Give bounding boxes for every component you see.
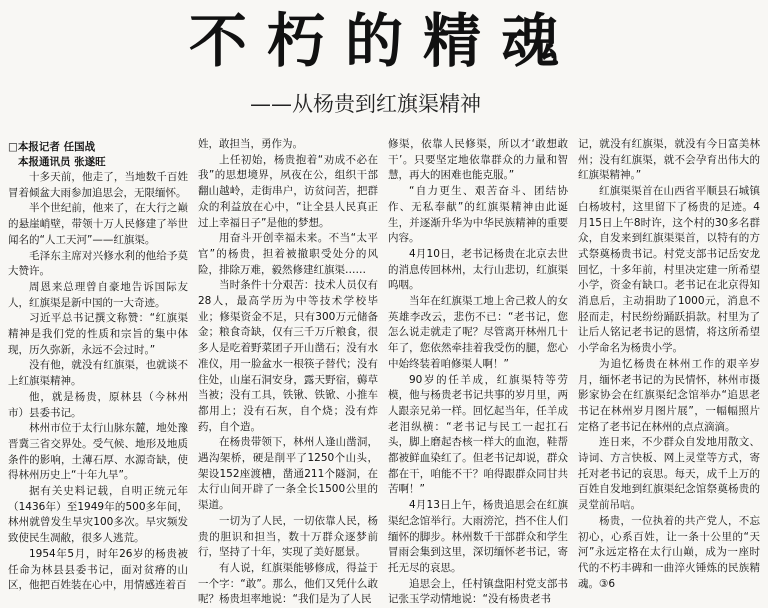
paragraph: 周恩来总理曾自豪地告诉国际友人，红旗渠是新中国的一大奇迹。 — [8, 280, 188, 309]
paragraph: 为追忆杨贵在林州工作的艰辛岁月，缅怀老书记的为民情怀，林州市摄影家协会在红旗渠纪念馆举办“追思老书记在林州岁月图片展”，一幅幅照片定格了老书记在林州的点点滴滴。 — [578, 357, 760, 433]
byline-reporter: □本报记者 任国战 — [8, 141, 96, 153]
paragraph: 在杨贵带领下，林州人逢山凿洞，遇沟架桥，硬是削平了1250个山头，架设152座渡槽，凿通211个隧洞，在太行山间开辟了一条全长1500公里的渠道。 — [198, 436, 378, 512]
paragraph: 90岁的任羊成，红旗渠特等劳模，他与杨贵老书记共事的岁月里，两人跟亲兄弟一样。回忆起当年，任羊成老泪纵横：“老书记与民工一起扛石头，脚上磨起杏核一样大的血泡，鞋帮都被鲜血染红了。但老书记却说，群众都在干，咱能不干？咱得跟群众同甘共苦啊！” — [388, 373, 568, 496]
paragraph: 十多天前，他走了，当地数千百姓冒着倾盆大雨参加追思会，无限缅怀。 — [8, 171, 188, 199]
paragraph: 追思会上，任村镇盘阳村党支部书记张玉学动情地说：“没有杨贵老书 — [388, 577, 568, 606]
paragraph: 习近平总书记撰文称赞：“红旗渠精神是我们党的性质和宗旨的集中体现，历久弥新，永远不会过时。” — [8, 312, 188, 356]
paragraph: 没有他，就没有红旗渠，也就谈不上红旗渠精神。 — [8, 359, 188, 388]
paragraph: 4月10日，老书记杨贵在北京去世的消息传回林州，太行山悲切，红旗渠呜咽。 — [388, 247, 568, 292]
paragraph: 上任初始，杨贵抱着“劝成不必在我”的思想境界，夙夜在公，组织干部翻山越岭，走街串户，访贫问苦，把群众的利益放在心中，“让全县人民真正过上幸福日子”是他的梦想。 — [198, 153, 378, 229]
byline-correspondent: 本报通讯员 张遂旺 — [18, 156, 106, 168]
paragraph: 据有关史料记载，自明正统元年（1436年）至1949年的500多年间，林州就曾发生旱灾100多次。旱灾频发致使民生凋敝，很多人逃荒。 — [8, 485, 188, 545]
paragraph: 林州市位于太行山脉东麓，地处豫晋冀三省交界处。受气候、地形及地质条件的影响，土薄石厚、水源奇缺，使得林州历史上“十年九旱”。 — [8, 422, 188, 482]
paragraph: 姓，敢担当，勇作为。 — [198, 138, 303, 150]
paragraph: 用奋斗开创幸福未来。不当“太平官”的杨贵，担着被撤职受处分的风险，排除万难，毅然修建红旗渠…… — [198, 232, 378, 276]
article-column-2 — [198, 137, 378, 606]
article-column-1 — [8, 170, 188, 592]
article-column-3 — [388, 137, 568, 606]
paragraph: 杨贵，一位执着的共产党人，不忘初心，心系百姓，让一条十公里的“天河”永远定格在太行山巅，成为一座时代的不朽丰碑和一曲淬火锤炼的民族精魂。③6 — [578, 514, 760, 590]
paragraph: 当时条件十分艰苦：技术人员仅有28人，最高学历为中等技术学校毕业；修渠资金不足，只有300万元储备金；粮食奇缺，仅有三千万斤粮食，很多人是吃着野菜团子开山凿石；没有水准仪，用一脸盆水一根筷子替代；没有住处，山崖石洞安身，露天野宿，薅草当被；没有工具，铁锹、铁锨、小推车都用上；没有石灰，自个烧；没有炸药，自个造。 — [198, 279, 378, 433]
paragraph: 有人说，红旗渠能够修成，得益于一个字：“敢”。那么，他们又凭什么敢呢？杨贵坦率地说：“我们是为了人民 — [198, 561, 378, 606]
paragraph: 半个世纪前，他来了，在大行之巅的悬崖峭壁，带领十万人民修建了举世闻名的“人工天河”——红旗渠。 — [8, 202, 188, 246]
paragraph: 一切为了人民，一切依靠人民，杨贵的胆识和担当，数十万群众逐梦前行，坚持了十年，实现了美好愿景。 — [198, 514, 378, 559]
byline — [8, 140, 182, 170]
article-column-4 — [578, 137, 760, 590]
paragraph: 连日来，不少群众自发地用散文、诗词、方言快板、网上灵堂等方式，寄托对老书记的哀思。每天，成千上万的百姓自发地到红旗渠纪念馆祭奠杨贵的灵堂前吊唁。 — [578, 436, 760, 512]
paragraph: 记，就没有红旗渠，就没有今日富美林州；没有红旗渠，就不会孕育出伟大的红旗渠精神。” — [578, 138, 760, 182]
paragraph: 他，就是杨贵，原林县（今林州市）县委书记。 — [8, 390, 188, 419]
paragraph: 毛泽东主席对兴修水利的他给予莫大赞许。 — [8, 249, 188, 278]
paragraph: 4月13日上午，杨贵追思会在红旗渠纪念馆举行。大雨滂沱，挡不住人们缅怀的脚步。林州数千干部群众和学生冒雨会集到这里，深切缅怀老书记，寄托无尽的哀思。 — [388, 499, 568, 574]
paragraph: “自力更生、艰苦奋斗、团结协作、无私奉献”的红旗渠精神由此诞生，并逐渐升华为中华民族精神的重要内容。 — [388, 185, 568, 245]
paragraph: 1954年5月，时年26岁的杨贵被任命为林县县委书记，面对贫瘠的山区，他把百姓装在心中，用情感连着百 — [8, 547, 188, 592]
paragraph: 当年在红旗渠工地上舍己救人的女英雄李改云，悲伤不已：“老书记，您怎么说走就走了呢？尽管离开林州几十年了，您依然牵挂着我受伤的腿，您心中始终装着咱修渠人啊！” — [388, 295, 568, 370]
article-subtitle: ——从杨贵到红旗渠精神 — [250, 92, 481, 116]
paragraph: 红旗渠渠首在山西省平顺县石城镇白杨坡村，这里留下了杨贵的足迹。4月15日上午8时许，这个村的30多名群众，自发来到红旗渠渠首，以特有的方式祭奠杨贵书记。村党支部书记岳安龙回忆，十多年前，村里决定建一所希望小学，资金有缺口。老书记在北京得知消息后，主动捐助了1000元，消息不胫而走，村民纷纷踊跃捐款。村里为了让后人铭记老书记的恩情，将这所希望小学命名为杨贵小学。 — [578, 185, 760, 355]
paragraph: 修渠，依靠人民修渠，所以才‘敢想敢干’。只要坚定地依靠群众的力量和智慧，再大的困难也能克服。” — [388, 138, 568, 182]
article-title: 不朽的精魂 — [188, 7, 579, 75]
